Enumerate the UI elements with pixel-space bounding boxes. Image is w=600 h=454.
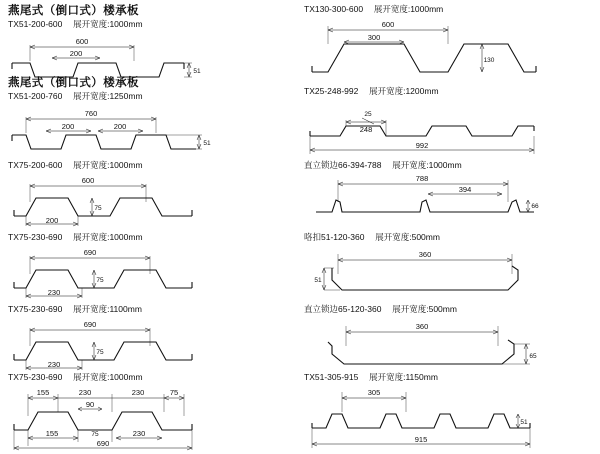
product-width: 展开宽度:1150mm: [369, 372, 438, 382]
product-code: TX25-248-992: [304, 86, 359, 96]
product-width: 展开宽度:1250mm: [73, 91, 143, 101]
dim-inner: 200: [69, 49, 83, 58]
dim-top: 690: [83, 320, 97, 329]
product-width: 展开宽度:500mm: [375, 232, 440, 242]
dim-top: 690: [83, 248, 97, 257]
product-code: TX75-230-690: [8, 232, 63, 242]
product-code: TX51-200-760: [8, 91, 63, 101]
product-width: 展开宽度:1000mm: [73, 232, 143, 242]
block-caption: [302, 304, 592, 315]
block-tx75-200-600: [6, 160, 296, 230]
dim-top: 788: [415, 174, 429, 183]
dim-height: 65: [529, 353, 537, 360]
block-caption: [6, 19, 296, 30]
dim-top: 305: [367, 388, 381, 397]
block-tx51-305-915: [302, 372, 592, 454]
profile-drawing-tx75-230-690-1100: [6, 316, 206, 374]
right-column: [302, 0, 592, 450]
block-caption: [302, 372, 592, 383]
dim-inner: 230: [47, 360, 61, 369]
dim-height: 51: [314, 277, 322, 284]
product-width: 展开宽度:1000mm: [73, 160, 143, 170]
dim-bottom-mid: 75: [91, 431, 99, 438]
dim-inner: 200: [61, 122, 75, 131]
block-caption: [6, 372, 296, 383]
dim-bottom-right: 230: [132, 429, 146, 438]
profile-drawing-tx51-305-915: [302, 384, 542, 454]
dim-top: 600: [81, 176, 95, 185]
dim-base: 915: [414, 435, 428, 444]
block-caption: [302, 232, 592, 243]
block-caption: [302, 4, 592, 15]
dim-top: 760: [84, 109, 98, 118]
dim-height: 51: [203, 140, 211, 147]
dim-top-mid2: 230: [131, 388, 145, 397]
block-caption: [6, 232, 296, 243]
dim-inner: 200: [45, 216, 59, 225]
product-code: TX51-200-600: [8, 19, 63, 29]
dim-base: 690: [96, 439, 110, 448]
product-code: TX130-300-600: [304, 4, 364, 14]
dim-base: 992: [415, 141, 429, 150]
product-width: 展开宽度:1000mm: [373, 4, 444, 14]
dim-inner: 230: [47, 288, 61, 297]
product-width: 展开宽度:1000mm: [392, 160, 462, 170]
profile-drawing-tx75-200-600: [6, 172, 206, 230]
profile-drawing-tx130-300-600: [302, 16, 542, 86]
dim-inner: 394: [458, 185, 472, 194]
left-column: [6, 0, 296, 450]
product-code: 咯扣51-120-360: [304, 232, 365, 242]
block-lock66-394-788: [302, 160, 592, 230]
block-tx51-200-600: [6, 4, 296, 87]
block-caption: [302, 160, 592, 171]
block-caption: [6, 91, 296, 102]
dim-inner: 300: [367, 33, 381, 42]
profile-drawing-tx75-230-690-1000: [6, 244, 206, 302]
product-code: TX75-230-690: [8, 372, 63, 382]
block-caption: [6, 160, 296, 171]
profile-drawing-tx25-248-992: [302, 98, 542, 160]
block-caption: [302, 86, 592, 97]
profile-drawing-tx75-230-690-bottom: [6, 384, 206, 454]
dim-height: 51: [193, 68, 201, 75]
block-tx130-300-600: [302, 4, 592, 86]
product-width: 展开宽度:1100mm: [73, 304, 142, 314]
dim-top: 360: [415, 322, 429, 331]
dim-inner-mid: 90: [85, 400, 95, 409]
dim-top: 600: [75, 37, 89, 46]
dim-top: 360: [418, 250, 432, 259]
profile-drawing-lock65-120-360: [302, 316, 542, 376]
dim-height: 66: [531, 203, 539, 210]
dim-height: 75: [96, 277, 104, 284]
product-width: 展开宽度:1200mm: [369, 86, 439, 96]
profile-drawing-lock66-394-788: [302, 172, 542, 230]
profile-drawing-hakou51-120-360: [302, 244, 542, 306]
block-caption: [6, 304, 296, 315]
dim-height: 130: [483, 57, 495, 64]
product-code: 直立锁边66-394-788: [304, 160, 382, 170]
dim-inner2: 200: [113, 122, 127, 131]
dim-top-left: 155: [36, 388, 50, 397]
product-code: TX75-200-600: [8, 160, 63, 170]
block-tx75-230-690-1100: [6, 304, 296, 374]
product-width: 展开宽度:500mm: [392, 304, 457, 314]
dim-angle: 25: [364, 111, 372, 118]
dim-height: 75: [94, 205, 102, 212]
block-heading: 燕尾式（倒口式）楼承板: [8, 77, 139, 89]
product-code: 直立锁边65-120-360: [304, 304, 382, 314]
dim-height: 75: [96, 349, 104, 356]
product-width: 展开宽度:1000mm: [73, 19, 143, 29]
block-hakou51-120-360: [302, 232, 592, 306]
dim-top-right: 75: [169, 388, 179, 397]
block-tx75-230-690-1000: [6, 232, 296, 302]
block-tx75-230-690-bottom: [6, 372, 296, 454]
dim-top: 248: [359, 125, 373, 134]
dim-height: 51: [520, 419, 528, 426]
dim-top-mid1: 230: [78, 388, 92, 397]
product-code: TX51-305-915: [304, 372, 359, 382]
product-width: 展开宽度:1000mm: [73, 372, 143, 382]
product-code: TX75-230-690: [8, 304, 63, 314]
dim-top: 600: [381, 20, 395, 29]
block-heading: 燕尾式（倒口式）楼承板: [8, 5, 139, 17]
dim-bottom-left: 155: [45, 429, 59, 438]
block-tx25-248-992: [302, 86, 592, 160]
block-lock65-120-360: [302, 304, 592, 376]
block-tx51-200-760: [6, 76, 296, 161]
profile-drawing-tx51-200-760: [6, 103, 216, 161]
